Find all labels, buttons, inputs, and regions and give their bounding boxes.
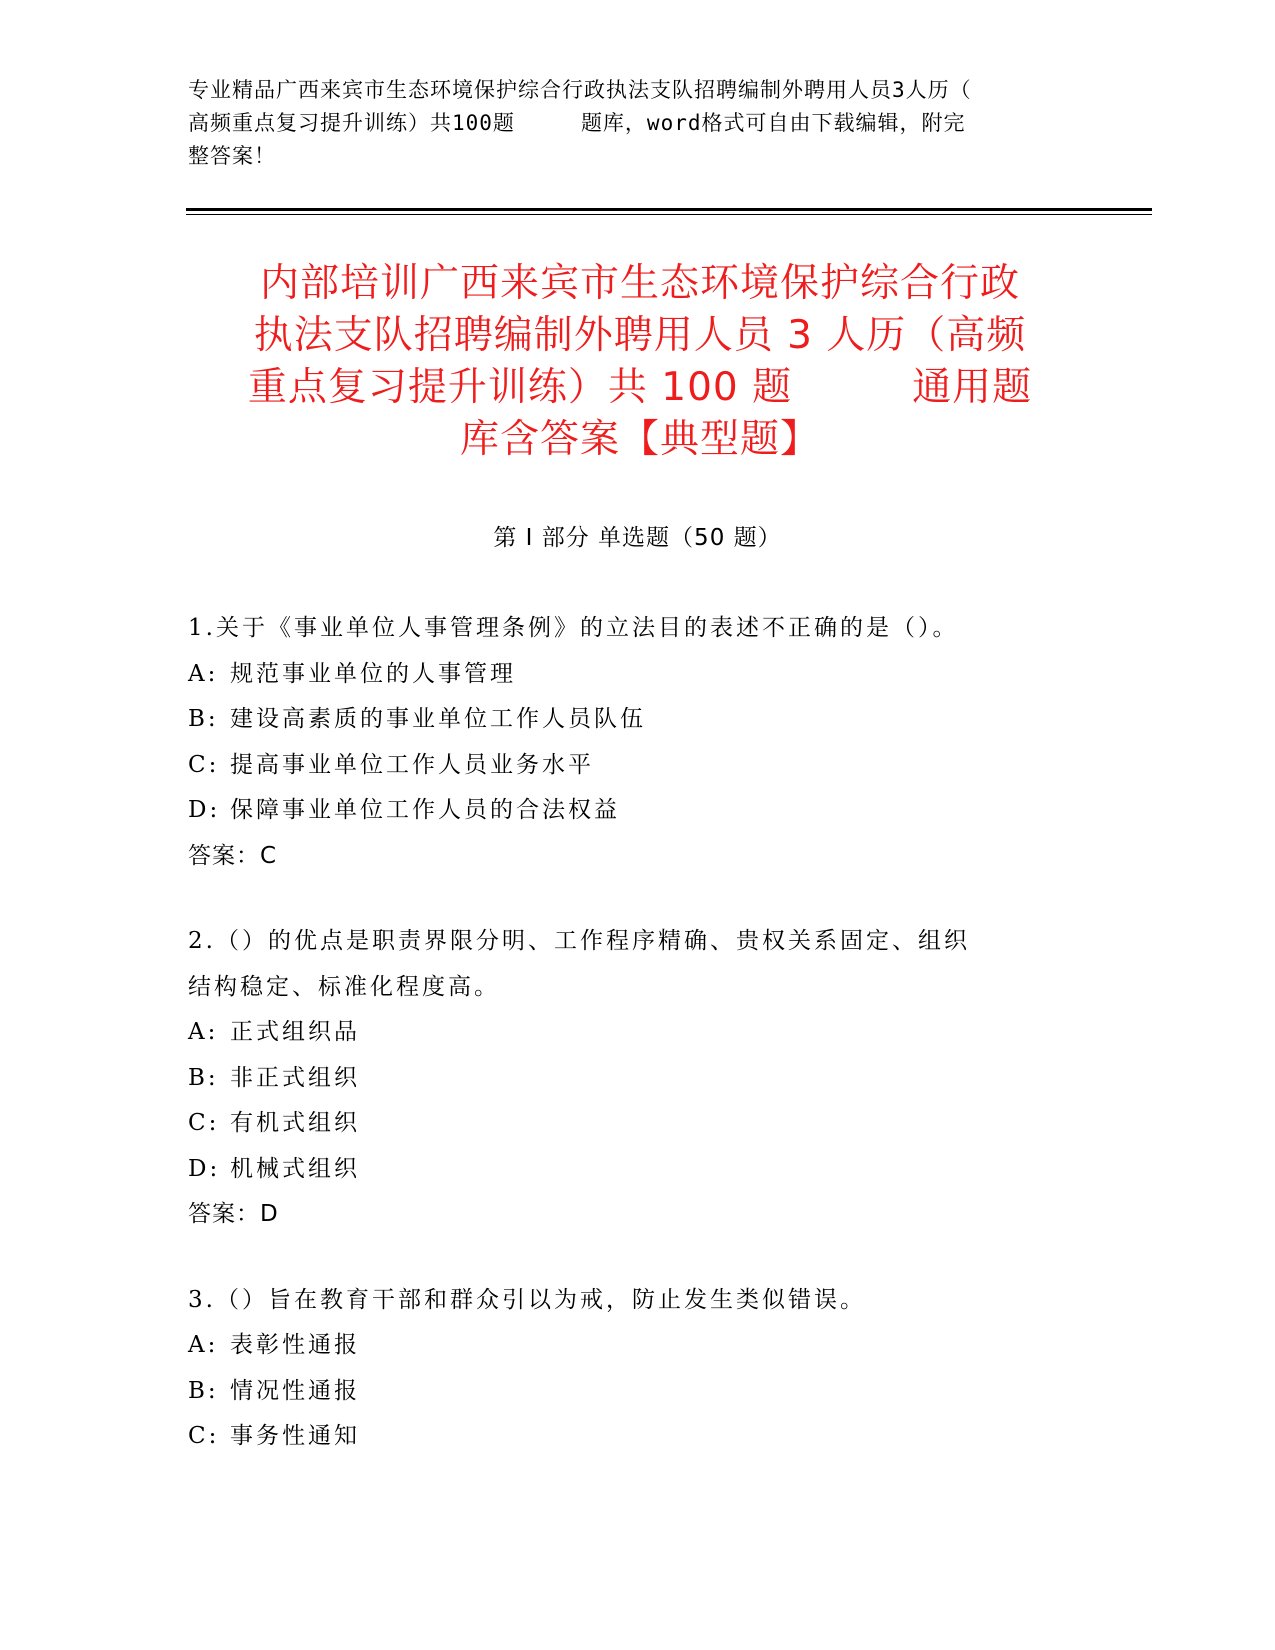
- option-b: [188, 1369, 1088, 1415]
- option-key: C:: [188, 751, 220, 778]
- header-note-line-1: 专业精品广西来宾市生态环境保护综合行政执法支队招聘编制外聘用人员3人历（: [188, 78, 972, 102]
- option-text: 规范事业单位的人事管理: [230, 660, 516, 687]
- option-text: 正式组织品: [230, 1019, 360, 1045]
- option-a: [188, 652, 1088, 698]
- option-text: 提高事业单位工作人员业务水平: [230, 751, 594, 778]
- option-key: A:: [188, 1332, 219, 1358]
- title-line-4: 库含答案【典型题】: [459, 417, 820, 462]
- title-line-3: [200, 362, 1080, 414]
- option-c: [188, 743, 1088, 789]
- question-3: [188, 1278, 1088, 1460]
- option-a: [188, 1010, 1088, 1056]
- option-key: B:: [188, 1377, 219, 1404]
- option-text: 事务性通知: [230, 1423, 360, 1449]
- option-d: [188, 788, 1088, 834]
- option-key: D:: [188, 797, 221, 823]
- answer-line: 答案：C: [188, 842, 278, 869]
- header-note: [188, 74, 1088, 173]
- header-note-line-2: [188, 107, 1088, 140]
- option-key: B:: [188, 1064, 219, 1091]
- option-key: A:: [188, 660, 219, 687]
- option-text: 有机式组织: [230, 1110, 360, 1136]
- answer-line: 答案：D: [188, 1201, 279, 1227]
- title-line-3-part-b: 通用题: [912, 365, 1033, 410]
- header-note-line-3: 整答案！: [188, 144, 276, 168]
- question-stem: 1.关于《事业单位人事管理条例》的立法目的表述不正确的是（）。: [188, 615, 959, 641]
- option-key: D:: [188, 1155, 221, 1182]
- title-line-3-part-a: 重点复习提升训练）共 100 题: [247, 365, 793, 410]
- option-text: 非正式组织: [230, 1064, 360, 1091]
- question-2: [188, 919, 1088, 1238]
- title-line-2: 执法支队招聘编制外聘用人员 3 人历（高频: [253, 313, 1027, 358]
- option-text: 机械式组织: [230, 1155, 360, 1182]
- option-d: [188, 1147, 1088, 1193]
- option-b: [188, 1056, 1088, 1102]
- option-text: 情况性通报: [230, 1377, 360, 1404]
- option-text: 表彰性通报: [230, 1332, 360, 1358]
- option-key: B:: [188, 706, 219, 732]
- section-title: 第 I 部分 单选题（50 题）: [493, 525, 782, 551]
- question-stem-line-2: 结构稳定、标准化程度高。: [188, 973, 500, 1000]
- option-text: 保障事业单位工作人员的合法权益: [230, 797, 620, 823]
- option-b: [188, 697, 1088, 743]
- title-line-1: 内部培训广西来宾市生态环境保护综合行政: [259, 261, 1020, 306]
- option-key: A:: [188, 1019, 219, 1045]
- question-stem: 3.（）旨在教育干部和群众引以为戒，防止发生类似错误。: [188, 1286, 866, 1313]
- header-divider-thick: [186, 208, 1152, 211]
- option-text: 建设高素质的事业单位工作人员队伍: [230, 706, 646, 732]
- header-note-line-2-part-a: 高频重点复习提升训练）共100题: [188, 111, 515, 135]
- question-stem-line-1: 2.（）的优点是职责界限分明、工作程序精确、贵权关系固定、组织: [188, 928, 970, 954]
- header-note-line-2-part-b: 题库，word格式可自由下载编辑，附完: [580, 111, 966, 135]
- question-list: [188, 606, 1088, 1500]
- option-a: [188, 1323, 1088, 1369]
- option-c: [188, 1414, 1088, 1460]
- question-1: [188, 606, 1088, 879]
- option-key: C:: [188, 1423, 220, 1449]
- header-divider-thin: [186, 214, 1152, 215]
- document-title: [200, 258, 1080, 466]
- option-c: [188, 1101, 1088, 1147]
- option-key: C:: [188, 1110, 220, 1136]
